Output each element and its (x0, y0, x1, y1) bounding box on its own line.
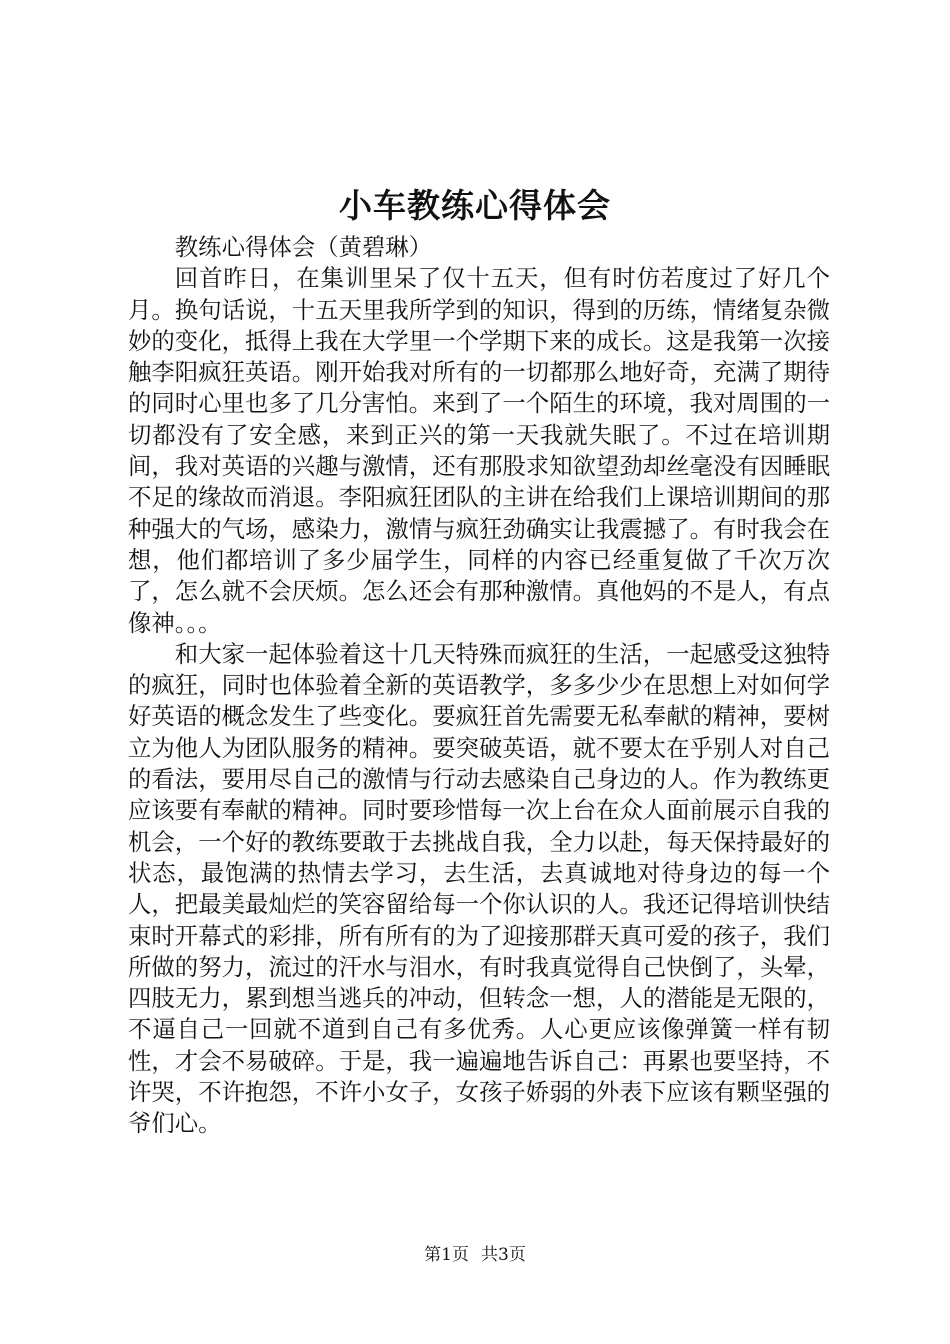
document-body (128, 232, 830, 1140)
document-subtitle: 教练心得体会（黄碧琳） (174, 233, 433, 261)
page-number-total: 共3页 (481, 1245, 526, 1265)
paragraph-2: 和大家一起体验着这十几天特殊而疯狂的生活，一起感受这独特的疯狂，同时也体验着全新的英语教学，多多少少在思想上对如何学好英语的概念发生了些变化。要疯狂首先需要无私奉献的精神，要树立为他人为团队服务的精神。要突破英语，就不要太在乎别人对自己的看法，要用尽自己的激情与行动去感染自己身边的人。作为教练更应该要有奉献的精神。同时要珍惜每一次上台在众人面前展示自我的机会，一个好的教练要敢于去挑战自我，全力以赴，每天保持最好的状态，最饱满的热情去学习，去生活，去真诚地对待身边的每一个人，把最美最灿烂的笑容留给每一个你认识的人。我还记得培训快结束时开幕式的彩排，所有所有的为了迎接那群天真可爱的孩子，我们所做的努力，流过的汗水与泪水，有时我真觉得自己快倒了，头晕，四肢无力，累到想当逃兵的冲动，但转念一想，人的潜能是无限的，不逼自己一回就不道到自己有多优秀。人心更应该像弹簧一样有韧性，才会不易破碎。于是，我一遍遍地告诉自己：再累也要坚持，不许哭，不许抱怨，不许小女子，女孩子娇弱的外表下应该有颗坚强的爷们心。 (128, 639, 830, 1138)
paragraph-1: 回首昨日，在集训里呆了仅十五天，但有时仿若度过了好几个月。换句话说，十五天里我所学到的知识，得到的历练，情绪复杂微妙的变化，抵得上我在大学里一个学期下来的成长。这是我第一次接触李阳疯狂英语。刚开始我对所有的一切都那么地好奇，充满了期待的同时心里也多了几分害怕。来到了一个陌生的环境，我对周围的一切都没有了安全感，来到正兴的第一天我就失眠了。不过在培训期间，我对英语的兴趣与激情，还有那股求知欲望劲却丝毫没有因睡眠不足的缘故而消退。李阳疯狂团队的主讲在给我们上课培训期间的那种强大的气场，感染力，激情与疯狂劲确实让我震撼了。有时我会在想，他们都培训了多少届学生，同样的内容已经重复做了千次万次了，怎么就不会厌烦。怎么还会有那种激情。真他妈的不是人，有点像神。。。 (128, 264, 830, 637)
page-number-current: 第1页 (424, 1245, 469, 1265)
page-footer (0, 1243, 950, 1267)
document-title: 小车教练心得体会 (339, 186, 611, 225)
